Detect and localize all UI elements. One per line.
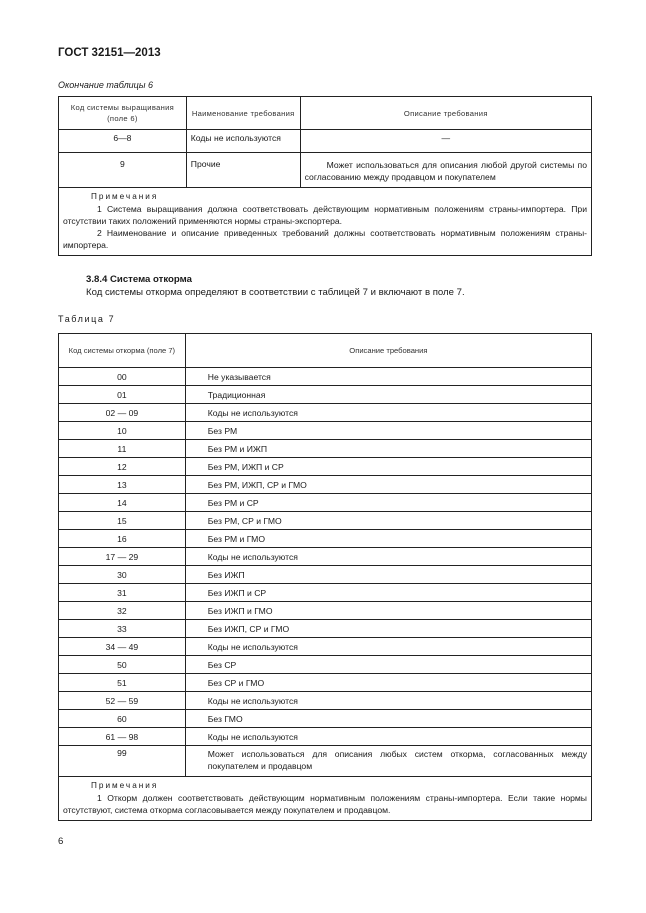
table7-code-cell: 01: [59, 386, 186, 404]
table6-header-row: [59, 97, 592, 130]
table7-code-cell: 34 — 49: [59, 638, 186, 656]
table7-desc-cell: Коды не используются: [185, 638, 591, 656]
table7-desc-cell: Без РМ, ИЖП, СР и ГМО: [185, 476, 591, 494]
table7-desc-cell: Без РМ и СР: [185, 494, 591, 512]
table7-desc-cell: Без РМ, ИЖП и СР: [185, 458, 591, 476]
table7-desc-cell: Без ИЖП: [185, 566, 591, 584]
table6-name-cell: Коды не используются: [186, 130, 300, 153]
table6-code-cell: 6—8: [59, 130, 187, 153]
table7-notes-row: [59, 777, 592, 821]
table7-code-cell: 60: [59, 710, 186, 728]
table-row: [59, 728, 592, 746]
table7-code-cell: 61 — 98: [59, 728, 186, 746]
table-row: [59, 548, 592, 566]
table7-desc-cell: Без РМ и ГМО: [185, 530, 591, 548]
table-row: [59, 638, 592, 656]
table7-desc-cell: Без ИЖП, СР и ГМО: [185, 620, 591, 638]
table7-desc-cell: Без ИЖП и СР: [185, 584, 591, 602]
table7-desc-cell: Без ИЖП и ГМО: [185, 602, 591, 620]
table-row: [59, 620, 592, 638]
table7-code-cell: 30: [59, 566, 186, 584]
table7-col-code-header: Код системы откорма (поле 7): [59, 334, 186, 368]
table7-notes-cell: [59, 777, 592, 821]
table-row: [59, 422, 592, 440]
table6-desc-cell: Может использоваться для описания любой другой системы по согласованию между продавцом и покупателем: [300, 153, 591, 188]
table7-body: [59, 368, 592, 746]
table7-code-cell: 52 — 59: [59, 692, 186, 710]
table6-caption: Окончание таблицы 6: [58, 80, 153, 90]
table7-code-cell: 11: [59, 440, 186, 458]
table7-header-row: [59, 334, 592, 368]
table7-desc-cell: Коды не используются: [185, 404, 591, 422]
table-row: [59, 692, 592, 710]
table7-code-cell: 14: [59, 494, 186, 512]
table7-code-cell: 16: [59, 530, 186, 548]
table-row: [59, 566, 592, 584]
table7-code-cell: 31: [59, 584, 186, 602]
table7-code-cell: 51: [59, 674, 186, 692]
table7-caption: Таблица 7: [58, 314, 116, 324]
table7-desc-cell: Коды не используются: [185, 692, 591, 710]
table-row: [59, 404, 592, 422]
table6-notes-title: Примечания: [91, 192, 159, 201]
table7-code-cell: 10: [59, 422, 186, 440]
table7-notes-title: Примечания: [91, 781, 159, 790]
table-row: [59, 530, 592, 548]
table-row: [59, 130, 592, 153]
table-row: [59, 368, 592, 386]
document-code-header: ГОСТ 32151—2013: [58, 47, 161, 59]
table6-notes-cell: [59, 188, 592, 256]
table7-code-cell: 99: [59, 746, 186, 777]
table6-note-2: 2 Наименование и описание приведенных требований должны соответствовать нормативным положениям страны-импортера.: [63, 228, 587, 250]
table7-code-cell: 17 — 29: [59, 548, 186, 566]
table-row: [59, 386, 592, 404]
table7-code-cell: 13: [59, 476, 186, 494]
table7-desc-cell: Без РМ, СР и ГМО: [185, 512, 591, 530]
table-7: [58, 333, 592, 821]
table7-desc-cell: Без СР и ГМО: [185, 674, 591, 692]
section-title: 3.8.4 Система откорма: [86, 274, 192, 285]
table-row: [59, 656, 592, 674]
table-row: [59, 458, 592, 476]
table-row: [59, 710, 592, 728]
table-row: [59, 746, 592, 777]
page-number: 6: [58, 836, 64, 847]
table7-code-cell: 50: [59, 656, 186, 674]
table-row: [59, 494, 592, 512]
table7-desc-cell: Без СР: [185, 656, 591, 674]
table6-name-cell: Прочие: [186, 153, 300, 188]
table7-desc-cell: Не указывается: [185, 368, 591, 386]
table7-code-cell: 15: [59, 512, 186, 530]
table-row: [59, 512, 592, 530]
table-row: [59, 602, 592, 620]
table-row: [59, 674, 592, 692]
table7-code-cell: 02 — 09: [59, 404, 186, 422]
table7-desc-cell: Коды не используются: [185, 548, 591, 566]
table7-desc-cell: Коды не используются: [185, 728, 591, 746]
table-row: [59, 440, 592, 458]
table7-code-cell: 32: [59, 602, 186, 620]
table6-note-1: 1 Система выращивания должна соответствовать действующим нормативным положениям страны-импортера. При отсутствии таких положений применяются нормы страны-экспортера.: [63, 204, 587, 226]
table6-desc-cell: —: [300, 130, 591, 153]
table6-notes-row: [59, 188, 592, 256]
table7-code-cell: 00: [59, 368, 186, 386]
table7-desc-cell: Традиционная: [185, 386, 591, 404]
table7-note-1: 1 Откорм должен соответствовать действующим нормативным положениям страны-импортера. Если такие нормы отсутствуют, система откорма согласовывается между покупателем и продавцом.: [63, 793, 587, 815]
table-row: [59, 476, 592, 494]
table7-desc-cell: Может использоваться для описания любых систем откорма, согласованных между покупателем и продавцом: [185, 746, 591, 777]
table7-code-cell: 33: [59, 620, 186, 638]
table7-desc-cell: Без ГМО: [185, 710, 591, 728]
section-text: Код системы откорма определяют в соответствии с таблицей 7 и включают в поле 7.: [86, 287, 465, 298]
table6-col-name-header: Наименование требования: [186, 97, 300, 130]
table-row: [59, 584, 592, 602]
table7-desc-cell: Без РМ: [185, 422, 591, 440]
table-row: [59, 153, 592, 188]
table6-col-code-header: Код системы выращивания (поле 6): [59, 97, 187, 130]
table6-col-desc-header: Описание требования: [300, 97, 591, 130]
table7-desc-cell: Без РМ и ИЖП: [185, 440, 591, 458]
table7-col-desc-header: Описание требования: [185, 334, 591, 368]
table-6: [58, 96, 592, 256]
table7-code-cell: 12: [59, 458, 186, 476]
table6-code-cell: 9: [59, 153, 187, 188]
